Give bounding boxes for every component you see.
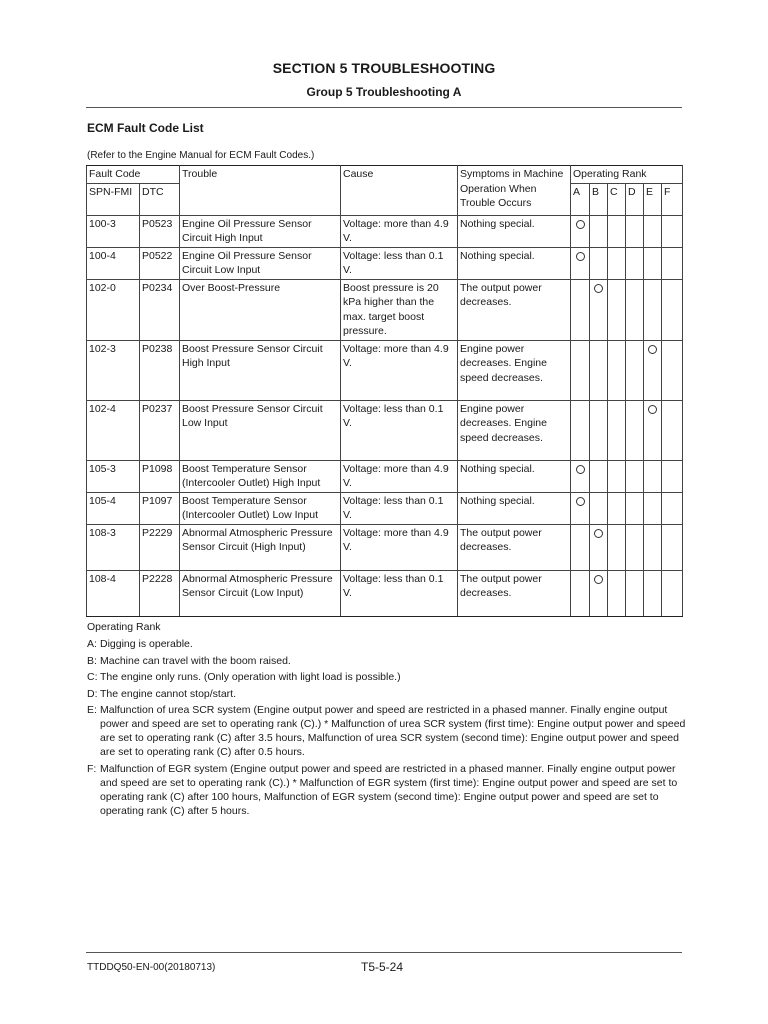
cell-trouble: Boost Temperature Sensor (Intercooler Outlet) High Input — [180, 460, 341, 492]
legend-text: Malfunction of EGR system (Engine output power and speed are restricted in a phased manner. Finally engine output power and speed are set to operating rank (C).) * Malfunction of EGR system (first time): Engine output power and speed are set to operating rank (C) after 100 hours, Malfunction of EGR system (second time): Engine output power and speed are set to operating rank (C) after 5 hours. — [100, 762, 678, 817]
header-rank-c: C — [608, 183, 626, 215]
cell-rank-a — [571, 279, 590, 340]
legend-text: Machine can travel with the boom raised. — [100, 654, 291, 667]
cell-trouble: Abnormal Atmospheric Pressure Sensor Circuit (Low Input) — [180, 570, 341, 616]
cell-rank-f — [662, 524, 683, 570]
cell-spn-fmi: 105-4 — [87, 492, 140, 524]
cell-rank-d — [626, 524, 644, 570]
legend-text: The engine only runs. (Only operation with light load is possible.) — [100, 671, 401, 683]
cell-rank-d — [626, 400, 644, 460]
header-dtc: DTC — [140, 183, 180, 215]
fault-code-table — [86, 165, 683, 617]
cell-rank-a — [571, 492, 590, 524]
cell-dtc: P2228 — [140, 570, 180, 616]
rank-mark-icon — [576, 497, 585, 506]
cell-rank-a — [571, 247, 590, 279]
cell-rank-c — [608, 460, 626, 492]
cell-cause: Voltage: less than 0.1 V. — [341, 400, 458, 460]
cell-rank-e — [644, 524, 662, 570]
legend-item — [87, 670, 687, 684]
header-fault-code: Fault Code — [87, 166, 180, 184]
legend-key: B: — [87, 654, 97, 667]
cell-rank-e — [644, 247, 662, 279]
cell-cause: Voltage: less than 0.1 V. — [341, 247, 458, 279]
cell-rank-d — [626, 247, 644, 279]
cell-rank-f — [662, 279, 683, 340]
rank-mark-icon — [576, 220, 585, 229]
cell-rank-e — [644, 570, 662, 616]
cell-dtc: P0238 — [140, 340, 180, 400]
cell-rank-c — [608, 570, 626, 616]
cell-rank-e — [644, 279, 662, 340]
cell-rank-f — [662, 215, 683, 247]
cell-trouble: Abnormal Atmospheric Pressure Sensor Circuit (High Input) — [180, 524, 341, 570]
legend-item — [87, 654, 687, 668]
refer-note: (Refer to the Engine Manual for ECM Fault Codes.) — [87, 150, 315, 161]
header-rank-b: B — [590, 183, 608, 215]
cell-dtc: P0523 — [140, 215, 180, 247]
legend-title: Operating Rank — [87, 621, 161, 633]
cell-trouble: Engine Oil Pressure Sensor Circuit High Input — [180, 215, 341, 247]
list-title: ECM Fault Code List — [87, 121, 204, 135]
cell-cause: Voltage: less than 0.1 V. — [341, 570, 458, 616]
cell-symptoms: The output power decreases. — [458, 570, 571, 616]
rank-mark-icon — [576, 465, 585, 474]
cell-cause: Voltage: more than 4.9 V. — [341, 460, 458, 492]
rank-mark-icon — [576, 252, 585, 261]
cell-symptoms: The output power decreases. — [458, 524, 571, 570]
cell-rank-b — [590, 279, 608, 340]
cell-rank-c — [608, 247, 626, 279]
cell-spn-fmi: 100-3 — [87, 215, 140, 247]
rank-mark-icon — [648, 345, 657, 354]
cell-cause: Voltage: more than 4.9 V. — [341, 340, 458, 400]
section-title: SECTION 5 TROUBLESHOOTING — [272, 60, 496, 76]
legend-key: C: — [87, 671, 98, 683]
cell-symptoms: Nothing special. — [458, 215, 571, 247]
operating-rank-legend — [87, 620, 687, 820]
cell-dtc: P0234 — [140, 279, 180, 340]
header-rank-f: F — [662, 183, 683, 215]
cell-rank-b — [590, 492, 608, 524]
header-rule — [86, 107, 682, 108]
cell-trouble: Boost Pressure Sensor Circuit Low Input — [180, 400, 341, 460]
cell-rank-b — [590, 570, 608, 616]
header-operating-rank: Operating Rank — [571, 166, 683, 184]
legend-item — [87, 762, 687, 818]
cell-symptoms: Nothing special. — [458, 460, 571, 492]
cell-rank-d — [626, 460, 644, 492]
cell-rank-a — [571, 400, 590, 460]
table-row — [87, 492, 683, 524]
legend-item — [87, 703, 687, 759]
cell-symptoms: Nothing special. — [458, 247, 571, 279]
table-row — [87, 400, 683, 460]
cell-trouble: Boost Pressure Sensor Circuit High Input — [180, 340, 341, 400]
cell-dtc: P2229 — [140, 524, 180, 570]
rank-mark-icon — [594, 575, 603, 584]
cell-rank-b — [590, 215, 608, 247]
rank-mark-icon — [594, 529, 603, 538]
header-rank-a: A — [571, 183, 590, 215]
header-spn-fmi: SPN-FMI — [87, 183, 140, 215]
legend-key: F: — [87, 762, 97, 775]
fault-rows — [87, 215, 683, 616]
legend-text: The engine cannot stop/start. — [100, 687, 237, 700]
header-trouble: Trouble — [180, 166, 341, 216]
cell-rank-c — [608, 340, 626, 400]
cell-rank-e — [644, 492, 662, 524]
cell-dtc: P0522 — [140, 247, 180, 279]
legend-item — [87, 637, 687, 651]
cell-dtc: P1097 — [140, 492, 180, 524]
cell-rank-d — [626, 279, 644, 340]
header-cause: Cause — [341, 166, 458, 216]
cell-symptoms: Nothing special. — [458, 492, 571, 524]
rank-mark-icon — [648, 405, 657, 414]
doc-id: TTDDQ50-EN-00(20180713) — [87, 962, 216, 973]
cell-dtc: P0237 — [140, 400, 180, 460]
cell-rank-c — [608, 400, 626, 460]
legend-key: E: — [87, 704, 97, 716]
cell-rank-e — [644, 215, 662, 247]
table-row — [87, 247, 683, 279]
table-row — [87, 460, 683, 492]
cell-cause: Voltage: less than 0.1 V. — [341, 492, 458, 524]
legend-key: D: — [87, 687, 98, 700]
legend-text: Malfunction of urea SCR system (Engine output power and speed are restricted in a phased manner. Finally engine output power and speed are set to operating rank (C).) * Malfunction of urea SCR system (first time): Engine output power and speed are set to operating rank (C) after 3.5 hours, Malfunction of urea SCR system (second time): Engine output power and speed are set to operating rank (C) after 0.5 hours. — [100, 704, 686, 758]
cell-spn-fmi: 108-4 — [87, 570, 140, 616]
cell-cause: Voltage: more than 4.9 V. — [341, 215, 458, 247]
cell-spn-fmi: 102-0 — [87, 279, 140, 340]
table-row — [87, 524, 683, 570]
header-symptoms: Symptoms in Machine Operation When Trouble Occurs — [458, 166, 571, 216]
cell-rank-c — [608, 215, 626, 247]
legend-item — [87, 687, 687, 701]
legend-items — [87, 637, 687, 818]
cell-rank-f — [662, 460, 683, 492]
cell-cause: Voltage: more than 4.9 V. — [341, 524, 458, 570]
cell-rank-f — [662, 570, 683, 616]
cell-spn-fmi: 100-4 — [87, 247, 140, 279]
cell-rank-d — [626, 570, 644, 616]
cell-spn-fmi: 102-3 — [87, 340, 140, 400]
cell-rank-b — [590, 460, 608, 492]
cell-spn-fmi: 105-3 — [87, 460, 140, 492]
cell-rank-a — [571, 460, 590, 492]
cell-rank-e — [644, 460, 662, 492]
cell-rank-b — [590, 400, 608, 460]
cell-rank-b — [590, 247, 608, 279]
cell-rank-e — [644, 400, 662, 460]
cell-rank-a — [571, 340, 590, 400]
cell-rank-f — [662, 247, 683, 279]
cell-symptoms: Engine power decreases. Engine speed decreases. — [458, 340, 571, 400]
cell-rank-d — [626, 340, 644, 400]
cell-rank-a — [571, 570, 590, 616]
cell-rank-e — [644, 340, 662, 400]
cell-rank-d — [626, 215, 644, 247]
cell-trouble: Boost Temperature Sensor (Intercooler Outlet) Low Input — [180, 492, 341, 524]
header-rank-e: E — [644, 183, 662, 215]
cell-rank-b — [590, 340, 608, 400]
cell-rank-c — [608, 492, 626, 524]
cell-symptoms: Engine power decreases. Engine speed decreases. — [458, 400, 571, 460]
table-row — [87, 279, 683, 340]
rank-mark-icon — [594, 284, 603, 293]
table-row — [87, 570, 683, 616]
cell-rank-f — [662, 340, 683, 400]
table-row — [87, 340, 683, 400]
group-title: Group 5 Troubleshooting A — [306, 85, 462, 99]
cell-cause: Boost pressure is 20 kPa higher than the max. target boost pressure. — [341, 279, 458, 340]
cell-rank-c — [608, 524, 626, 570]
cell-rank-f — [662, 400, 683, 460]
cell-rank-f — [662, 492, 683, 524]
cell-rank-b — [590, 524, 608, 570]
table-row — [87, 215, 683, 247]
cell-spn-fmi: 108-3 — [87, 524, 140, 570]
cell-rank-a — [571, 524, 590, 570]
cell-trouble: Engine Oil Pressure Sensor Circuit Low Input — [180, 247, 341, 279]
cell-trouble: Over Boost-Pressure — [180, 279, 341, 340]
cell-symptoms: The output power decreases. — [458, 279, 571, 340]
legend-key: A: — [87, 638, 97, 650]
cell-rank-a — [571, 215, 590, 247]
cell-rank-c — [608, 279, 626, 340]
cell-rank-d — [626, 492, 644, 524]
cell-spn-fmi: 102-4 — [87, 400, 140, 460]
legend-text: Digging is operable. — [100, 638, 193, 650]
header-rank-d: D — [626, 183, 644, 215]
footer-rule — [86, 952, 682, 953]
page-number: T5-5-24 — [361, 960, 404, 974]
cell-dtc: P1098 — [140, 460, 180, 492]
